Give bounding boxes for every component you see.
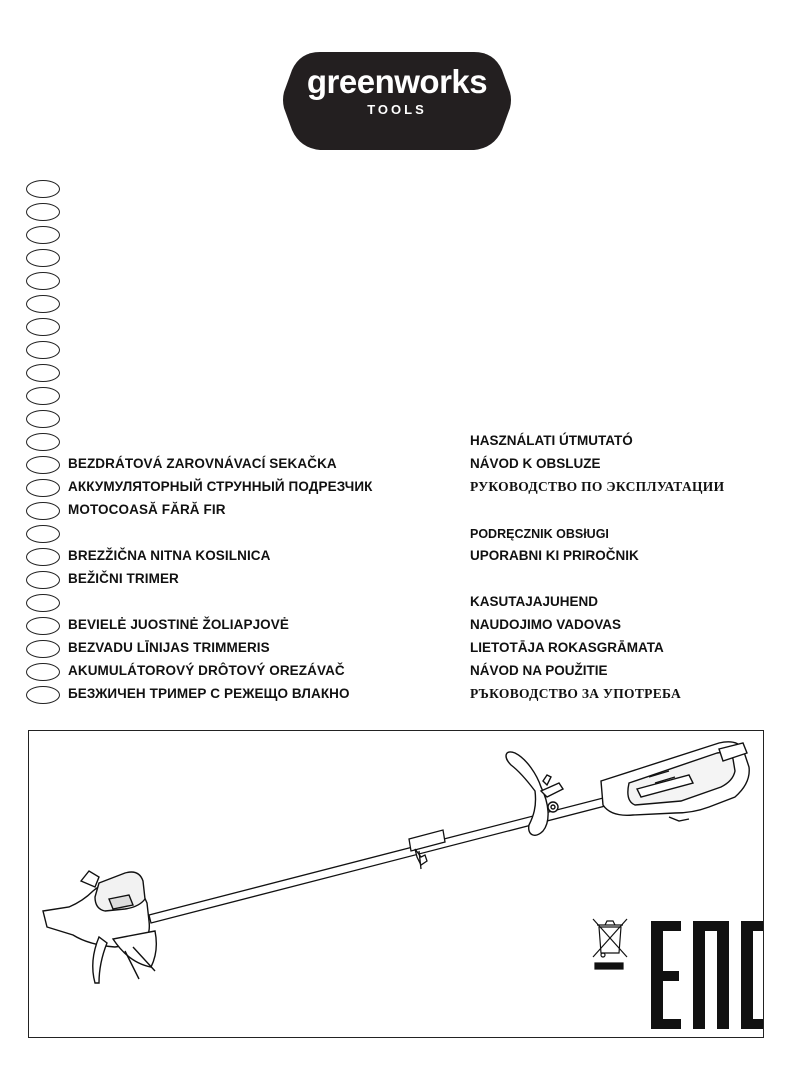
string-trimmer-illustration bbox=[29, 731, 765, 1039]
language-row bbox=[26, 638, 786, 658]
language-code-oval bbox=[26, 640, 60, 658]
language-code-oval bbox=[26, 617, 60, 635]
language-row bbox=[26, 477, 786, 497]
language-code-oval bbox=[26, 456, 60, 474]
language-row bbox=[26, 615, 786, 635]
manual-title-translation: PODRĘCZNIK OBSłUGI bbox=[470, 527, 609, 541]
language-row bbox=[26, 408, 786, 428]
language-row bbox=[26, 385, 786, 405]
language-row bbox=[26, 592, 786, 612]
manual-title-translation: KASUTAJAJUHEND bbox=[470, 594, 599, 609]
language-code-oval bbox=[26, 180, 60, 198]
language-row bbox=[26, 339, 786, 359]
language-row bbox=[26, 247, 786, 267]
product-title-translation: BEZDRÁTOVÁ ZAROVNÁVACÍ SEKAČKA bbox=[68, 456, 337, 471]
language-code-oval bbox=[26, 594, 60, 612]
language-row bbox=[26, 316, 786, 336]
product-title-translation: BREZŽIČNA NITNA KOSILNICA bbox=[68, 548, 271, 563]
language-code-oval bbox=[26, 686, 60, 704]
language-code-oval bbox=[26, 364, 60, 382]
language-code-oval bbox=[26, 663, 60, 681]
language-row bbox=[26, 661, 786, 681]
language-code-oval bbox=[26, 272, 60, 290]
product-title-translation: БЕЗЖИЧЕН ТРИМЕР С РЕЖЕЩО ВЛАКНО bbox=[68, 686, 350, 701]
product-title-translation: BEŽIČNI TRIMER bbox=[68, 571, 179, 586]
language-row bbox=[26, 293, 786, 313]
product-title-translation: BEZVADU LĪNIJAS TRIMMERIS bbox=[68, 640, 270, 655]
language-row bbox=[26, 224, 786, 244]
language-row bbox=[26, 201, 786, 221]
language-code-oval bbox=[26, 571, 60, 589]
language-code-oval bbox=[26, 203, 60, 221]
manual-title-translation: РЪКОВОДСТВО ЗА УПОТРЕБА bbox=[470, 686, 682, 701]
language-code-oval bbox=[26, 479, 60, 497]
language-row bbox=[26, 523, 786, 543]
language-row bbox=[26, 431, 786, 451]
product-illustration-frame bbox=[28, 730, 764, 1038]
product-title-translation: АККУМУЛЯТОРНЫЙ СТРУННЫЙ ПОДРЕЗЧИК bbox=[68, 479, 373, 494]
language-row bbox=[26, 178, 786, 198]
language-code-oval bbox=[26, 502, 60, 520]
language-code-oval bbox=[26, 318, 60, 336]
language-code-oval bbox=[26, 433, 60, 451]
language-row bbox=[26, 569, 786, 589]
language-row bbox=[26, 362, 786, 382]
manual-title-translation: РУКОВОДСТВО ПО ЭКСПЛУАТАЦИИ bbox=[470, 479, 725, 494]
manual-title-translation: LIETOTĀJA ROKASGRĀMATA bbox=[470, 640, 664, 655]
language-row bbox=[26, 500, 786, 520]
product-title-translation: BEVIELĖ JUOSTINĖ ŽOLIAPJOVĖ bbox=[68, 617, 289, 632]
manual-title-translation: UPORABNI KI PRIROČNIK bbox=[470, 548, 639, 563]
manual-title-translation: HASZNÁLATI ÚTMUTATÓ bbox=[470, 433, 633, 448]
trimmer-cutter-head bbox=[43, 871, 156, 983]
trimmer-handle-body bbox=[601, 742, 749, 821]
language-row bbox=[26, 454, 786, 474]
language-code-oval bbox=[26, 295, 60, 313]
brand-sub: TOOLS bbox=[367, 102, 427, 117]
language-code-oval bbox=[26, 410, 60, 428]
crossed-out-wheelie-bin-icon bbox=[593, 919, 627, 969]
manual-title-translation: NÁVOD NA POUŽITIE bbox=[470, 663, 608, 678]
eac-certification-mark bbox=[651, 921, 763, 1029]
language-row bbox=[26, 270, 786, 290]
language-code-oval bbox=[26, 525, 60, 543]
language-code-oval bbox=[26, 387, 60, 405]
language-code-oval bbox=[26, 249, 60, 267]
brand-name: greenworks bbox=[306, 63, 488, 100]
language-code-oval bbox=[26, 226, 60, 244]
language-code-oval bbox=[26, 548, 60, 566]
manual-title-translation: NÁVOD K OBSLUZE bbox=[470, 456, 601, 471]
product-title-translation: AKUMULÁTOROVÝ DRÔTOVÝ OREZÁVAČ bbox=[68, 663, 345, 678]
language-row bbox=[26, 684, 786, 704]
greenworks-logo bbox=[280, 48, 514, 154]
language-code-oval bbox=[26, 341, 60, 359]
product-title-translation: MOTOCOASĂ FĂRĂ FIR bbox=[68, 502, 226, 517]
language-row bbox=[26, 546, 786, 566]
manual-title-translation: NAUDOJIMO VADOVAS bbox=[470, 617, 622, 632]
